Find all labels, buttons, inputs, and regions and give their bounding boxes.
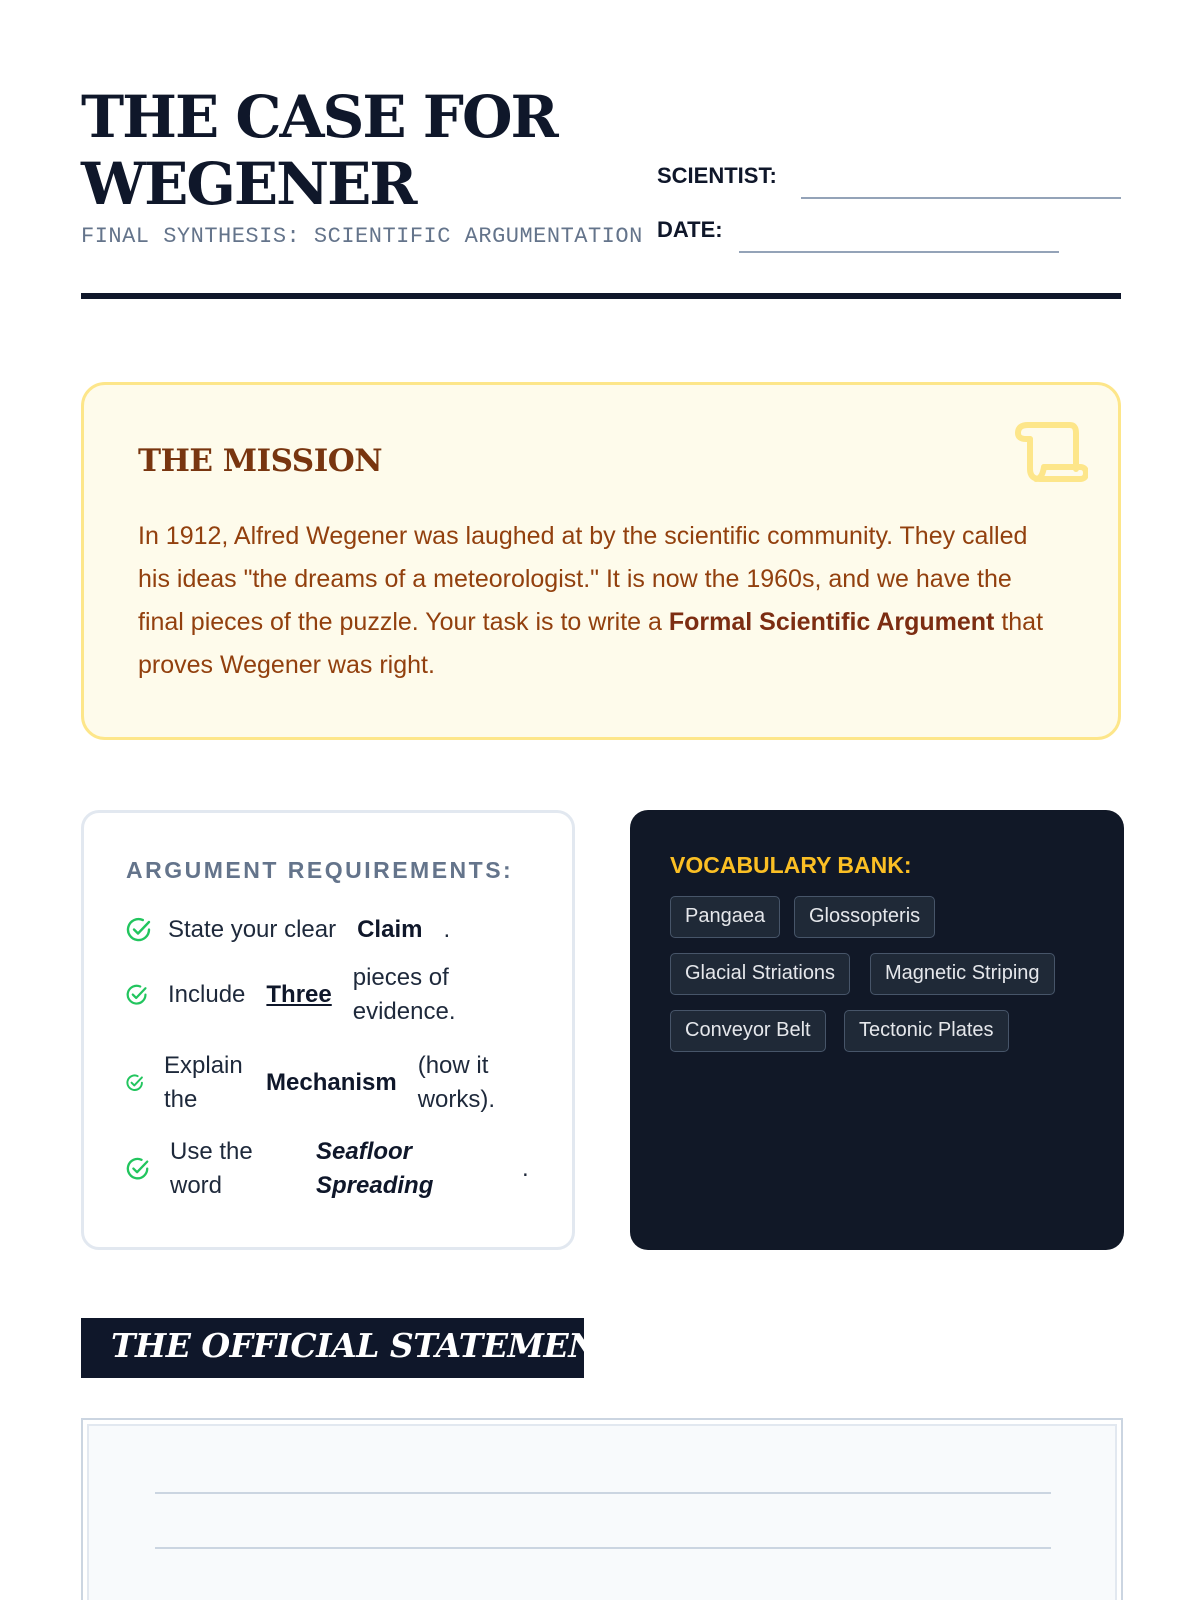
vocabulary-title: VOCABULARY BANK: [670,852,912,878]
scientist-input-line[interactable] [801,197,1121,199]
title-line-2: WEGENER [81,150,416,218]
requirement-text: Include [168,981,246,1008]
vocab-chip[interactable]: Tectonic Plates [844,1010,1009,1052]
requirement-text: Explain the [164,1052,243,1113]
statement-heading [81,1318,622,1378]
writing-line [155,1492,1051,1494]
mission-text [138,515,1058,687]
requirement-text: pieces of evidence. [352,964,456,1025]
requirement-keyword: Claim [357,916,423,943]
requirement-mechanism [126,1049,508,1117]
date-label: DATE: [657,217,723,242]
check-circle-icon [126,1074,144,1092]
title-line-1: THE CASE FOR [81,83,557,151]
vocab-chip[interactable]: Pangaea [670,896,780,938]
requirement-text: Use the word [170,1138,253,1199]
statement-paper [87,1424,1117,1600]
scroll-icon [1014,419,1088,485]
requirement-keyword: Mechanism [266,1069,397,1096]
requirement-text: . [443,916,451,943]
check-circle-icon [126,917,152,943]
page-title [81,84,641,218]
scientist-label: SCIENTIST: [657,163,777,188]
requirement-text: (how it works). [417,1052,496,1113]
check-circle-icon [126,1157,150,1181]
requirement-text: . [522,1155,529,1182]
requirement-keyword: Three [266,981,332,1008]
statement-title: THE OFFICIAL STATEMENT [111,1326,622,1365]
vocab-chip[interactable]: Magnetic Striping [870,953,1055,995]
requirement-claim [126,913,450,947]
vocab-chip[interactable]: Conveyor Belt [670,1010,826,1052]
requirement-text: State your clear [168,916,337,943]
requirement-keyword: Seafloor Spreading [316,1138,434,1199]
mission-card [81,382,1121,740]
vocab-chip[interactable]: Glossopteris [794,896,935,938]
requirement-seafloor-spreading [126,1135,529,1203]
mission-text-part-1: In 1912, Alfred Wegener was laughed at by the scientific community. They called his ideas "the dreams of a meteorologist." It is now the 1960s, and we have the final pieces of the puzzle. Your task is to write a [138,522,1028,636]
mission-text-part-2: that proves Wegener was right. [138,608,1044,679]
writing-line [155,1547,1051,1549]
mission-text-emphasis: Formal Scientific Argument [668,608,995,636]
date-input-line[interactable] [739,251,1059,253]
page-subtitle: FINAL SYNTHESIS: SCIENTIFIC ARGUMENTATION [81,224,643,249]
mission-title: THE MISSION [138,443,383,479]
statement-writing-area[interactable] [81,1418,1123,1600]
header-divider [81,293,1121,299]
requirement-evidence [126,961,463,1029]
requirements-title: ARGUMENT REQUIREMENTS: [126,857,514,883]
check-circle-icon [126,984,148,1006]
requirements-card [81,810,575,1250]
vocab-chip[interactable]: Glacial Striations [670,953,850,995]
vocabulary-card [630,810,1124,1250]
worksheet-header [81,84,1121,302]
